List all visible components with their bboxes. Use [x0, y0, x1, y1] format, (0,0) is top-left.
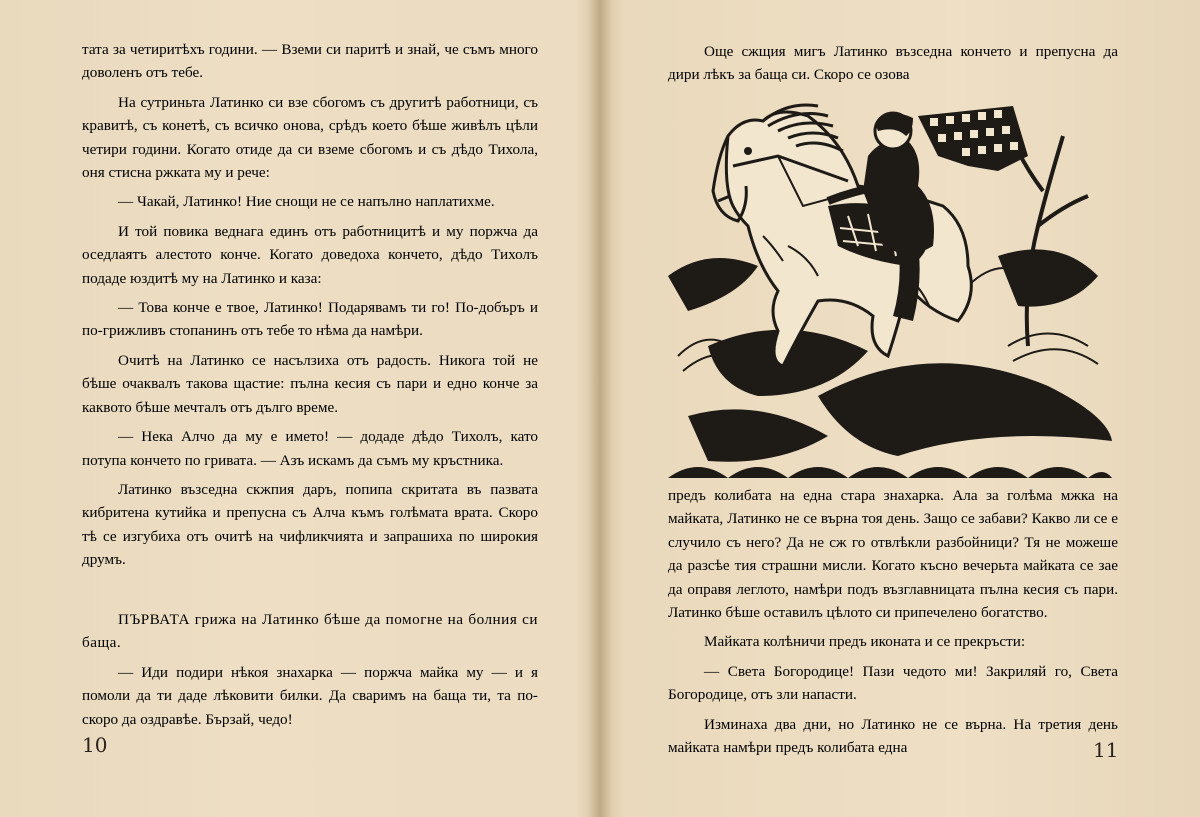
- paragraph: — Нека Алчо да му е името! — додаде дѣдо Тихолъ, като потупа кончето по гривата. — Азъ искамъ да съмъ му кръстника.: [82, 428, 538, 469]
- woodcut-engraving: [668, 96, 1112, 478]
- page-number-left: 10: [82, 733, 108, 757]
- paragraph: Още сжщия мигъ Латинко възседна кончето и препусна да дири лѣкъ за баща си. Скоро се озова: [668, 43, 1118, 84]
- paragraph: Латинко възседна скжпия даръ, попипа скритата въ пазвата кибритена кутийка и препусна съ Алча къмъ голѣмата врата. Скоро тѣ се изгубиха отъ очитѣ на чифликчията и запрашиха по широкия друмъ.: [82, 480, 538, 569]
- paragraph: — Света Богородице! Пази чедото ми! Закриляй го, Света Богородице, отъ зли напасти.: [668, 662, 1118, 704]
- right-page-bottom-text: [668, 484, 1118, 765]
- paragraph: предъ колибата на една стара знахарка. Ала за голѣма мжка на майката, Латинко не се върна тоя день. Защо се забави? Какво ли се е случило съ него? Да не сж го отвлѣкли разбойници? Тя не можеше да разсѣе тия страшни мисли. Когато късно вечерьта майката се зае да оправя леглото, намѣри подъ възглавницата пълна кесия съ пари. Латинко бѣше оставилъ цѣлото си припечелено богатство.: [668, 487, 1118, 622]
- paragraph: — Това конче е твое, Латинко! Подарявамъ ти го! По-добъръ и по-грижливъ стопанинъ отъ тебе то нѣма да намѣри.: [82, 299, 538, 340]
- paragraph: Изминаха два дни, но Латинко не се върна. На третия день майката намѣри предъ колибата една: [668, 715, 1118, 757]
- right-page-top-text: [668, 40, 1118, 87]
- page-number-right: 11: [1093, 738, 1119, 762]
- paragraph: тата за четиритѣхъ години. — Вземи си паритѣ и знай, че съмъ много доволенъ отъ тебе.: [82, 41, 538, 82]
- section-opening-paragraph: ПЪРВАТА грижа на Латинко бѣше да помогне на болния си баща.: [82, 611, 538, 652]
- section-text: [82, 608, 538, 737]
- paragraph: Майката колѣничи предъ иконата и се прекръсти:: [704, 633, 1026, 651]
- paragraph: На сутриньта Латинко си взе сбогомъ съ другитѣ работници, съ кравитѣ, съ конетѣ, съ всичко онова, срѣдъ което бѣше живѣлъ цѣли четири години. Когато отиде да си вземе сбогомъ и съ дѣдо Тихола, оня стисна ржката му и рече:: [82, 93, 538, 182]
- horse-rider-illustration: [668, 96, 1112, 478]
- paragraph: И той повика веднага единъ отъ работницитѣ и му поржча да оседлаятъ алестото конче. Когато доведоха кончето, дѣдо Тихолъ подаде юздитѣ му на Латинко и каза:: [82, 222, 538, 287]
- paragraph: — Чакай, Латинко! Ние снощи не се напълно наплатихме.: [118, 193, 495, 211]
- left-page-text: [82, 38, 538, 578]
- paragraph: — Иди подири нѣкоя знахарка — поржча майка му — и я помоли да ти даде лѣковити билки. Да сваримъ на баща ти, та по-скоро да оздравѣе. Бързай, чедо!: [82, 663, 538, 728]
- paragraph: Очитѣ на Латинко се насълзиха отъ радость. Никога той не бѣше очаквалъ такова щастие: пълна кесия съ пари и едно конче за каквото бѣше мечталъ отъ дълго време.: [82, 351, 538, 416]
